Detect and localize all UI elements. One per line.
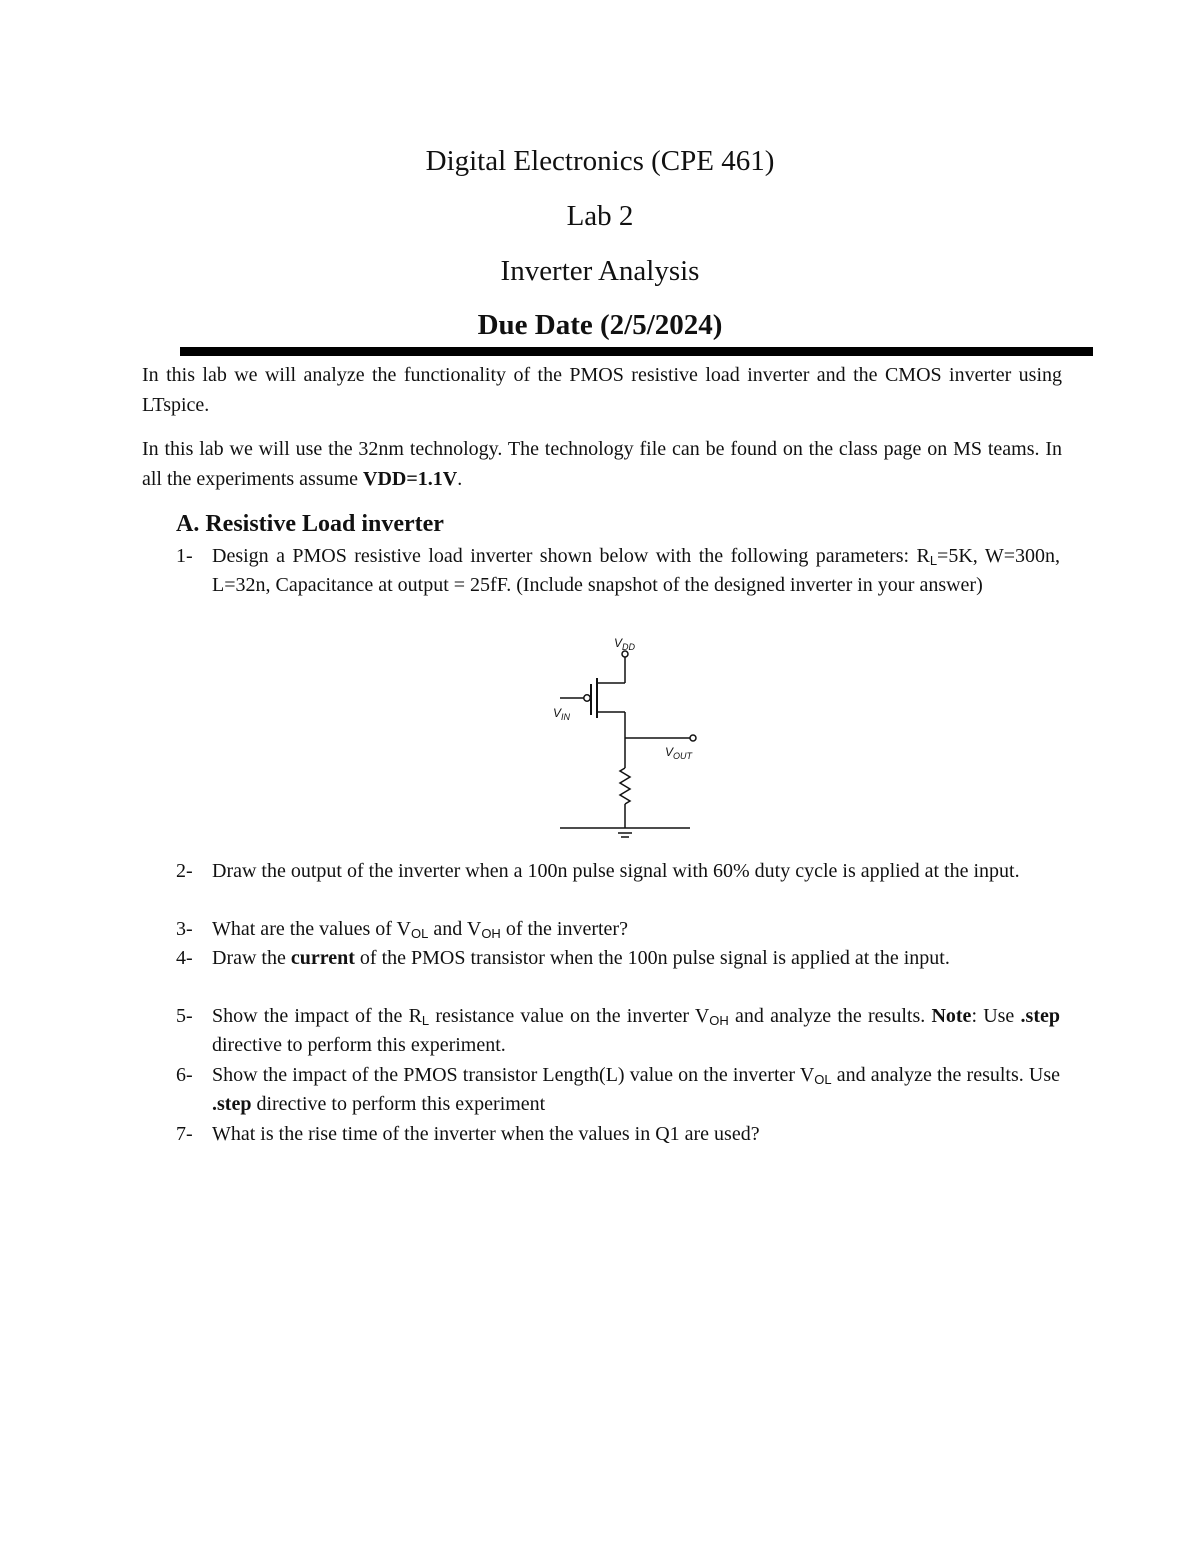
intro-p2-end: . <box>457 468 463 490</box>
question-number: 3- <box>176 918 193 940</box>
q3-text-b: and V <box>428 918 482 940</box>
section-heading: A. Resistive Load inverter <box>176 511 444 537</box>
q3-sub-ol: OL <box>411 926 429 941</box>
question-5 <box>176 1002 1060 1060</box>
q5-text-d: : Use <box>971 1005 1021 1027</box>
lab-topic: Inverter Analysis <box>500 255 700 287</box>
course-title: Digital Electronics (CPE 461) <box>425 145 775 177</box>
question-number: 2- <box>176 860 193 882</box>
vin-label: $V_{IN}$ <box>553 706 571 722</box>
q5-text-a: Show the impact of the R <box>212 1005 422 1027</box>
intro-paragraph-1: In this lab we will analyze the functionality of the PMOS resistive load inverter and the CMOS inverter using LTspice. <box>142 364 1062 416</box>
load-resistor <box>620 768 630 804</box>
q6-text-c: directive to perform this experiment <box>251 1093 546 1115</box>
question-number: 5- <box>176 1005 193 1027</box>
lab-number: Lab 2 <box>566 200 634 232</box>
q1-sub: L <box>929 553 938 568</box>
intro-paragraph-2 <box>142 434 1062 494</box>
q6-sub-ol: OL <box>814 1072 832 1087</box>
pmos-resistive-load-inverter-schematic <box>540 628 710 843</box>
question-1 <box>176 542 1060 600</box>
q3-text-a: What are the values of V <box>212 918 411 940</box>
q4-text-b: of the PMOS transistor when the 100n pulse signal is applied at the input. <box>354 947 950 969</box>
q5-text-b: resistance value on the inverter V <box>429 1005 710 1027</box>
question-7 <box>176 1120 1060 1149</box>
q5-note-label: Note <box>931 1005 972 1027</box>
q3-text-c: of the inverter? <box>500 918 628 940</box>
q5-sub-oh: OH <box>709 1013 729 1028</box>
pmos-gate-bubble <box>584 695 590 701</box>
vout-label: $V_{OUT}$ <box>665 745 693 761</box>
vout-terminal <box>690 735 696 741</box>
question-text: What is the rise time of the inverter when the values in Q1 are used? <box>212 1123 760 1145</box>
q4-text-a: Draw the <box>212 947 291 969</box>
question-6 <box>176 1061 1060 1119</box>
q6-text-b: and analyze the results. Use <box>831 1064 1061 1086</box>
question-number: 7- <box>176 1123 193 1145</box>
question-text <box>212 915 1060 944</box>
q3-sub-oh: OH <box>481 926 501 941</box>
q5-step-directive: .step <box>1020 1005 1060 1027</box>
intro-p2-text: In this lab we will use the 32nm technology. The technology file can be found on the class page on MS teams. In all the experiments assume <box>142 438 1062 490</box>
question-text <box>212 944 1060 973</box>
q1-text-a: Design a PMOS resistive load inverter shown below with the following parameters: R <box>212 545 930 567</box>
q6-text-a: Show the impact of the PMOS transistor Length(L) value on the inverter V <box>212 1064 815 1086</box>
question-4 <box>176 944 1060 973</box>
question-number: 1- <box>176 545 193 567</box>
q5-text-e: directive to perform this experiment. <box>212 1034 506 1056</box>
due-date: Due Date (2/5/2024) <box>477 309 723 341</box>
q5-text-c: and analyze the results. <box>728 1005 932 1027</box>
question-number: 4- <box>176 947 193 969</box>
question-text <box>212 1002 1060 1060</box>
q5-sub-l: L <box>421 1013 430 1028</box>
q6-step-directive: .step <box>212 1093 252 1115</box>
q1-text-b: =5K, W=300n, L=32n, Capacitance at output = 25fF. (Include snapshot of the designed inverter in your answer) <box>212 545 1060 596</box>
vdd-value: VDD=1.1V <box>363 468 458 490</box>
question-text <box>212 1061 1060 1119</box>
question-2 <box>176 857 1060 886</box>
vdd-label: $V_{DD}$ <box>614 636 636 652</box>
q4-bold: current <box>290 947 355 969</box>
question-text: Draw the output of the inverter when a 100n pulse signal with 60% duty cycle is applied at the input. <box>212 860 1020 882</box>
question-text <box>212 542 1060 600</box>
question-number: 6- <box>176 1064 193 1086</box>
header-divider <box>180 347 1093 356</box>
question-3 <box>176 915 1060 944</box>
